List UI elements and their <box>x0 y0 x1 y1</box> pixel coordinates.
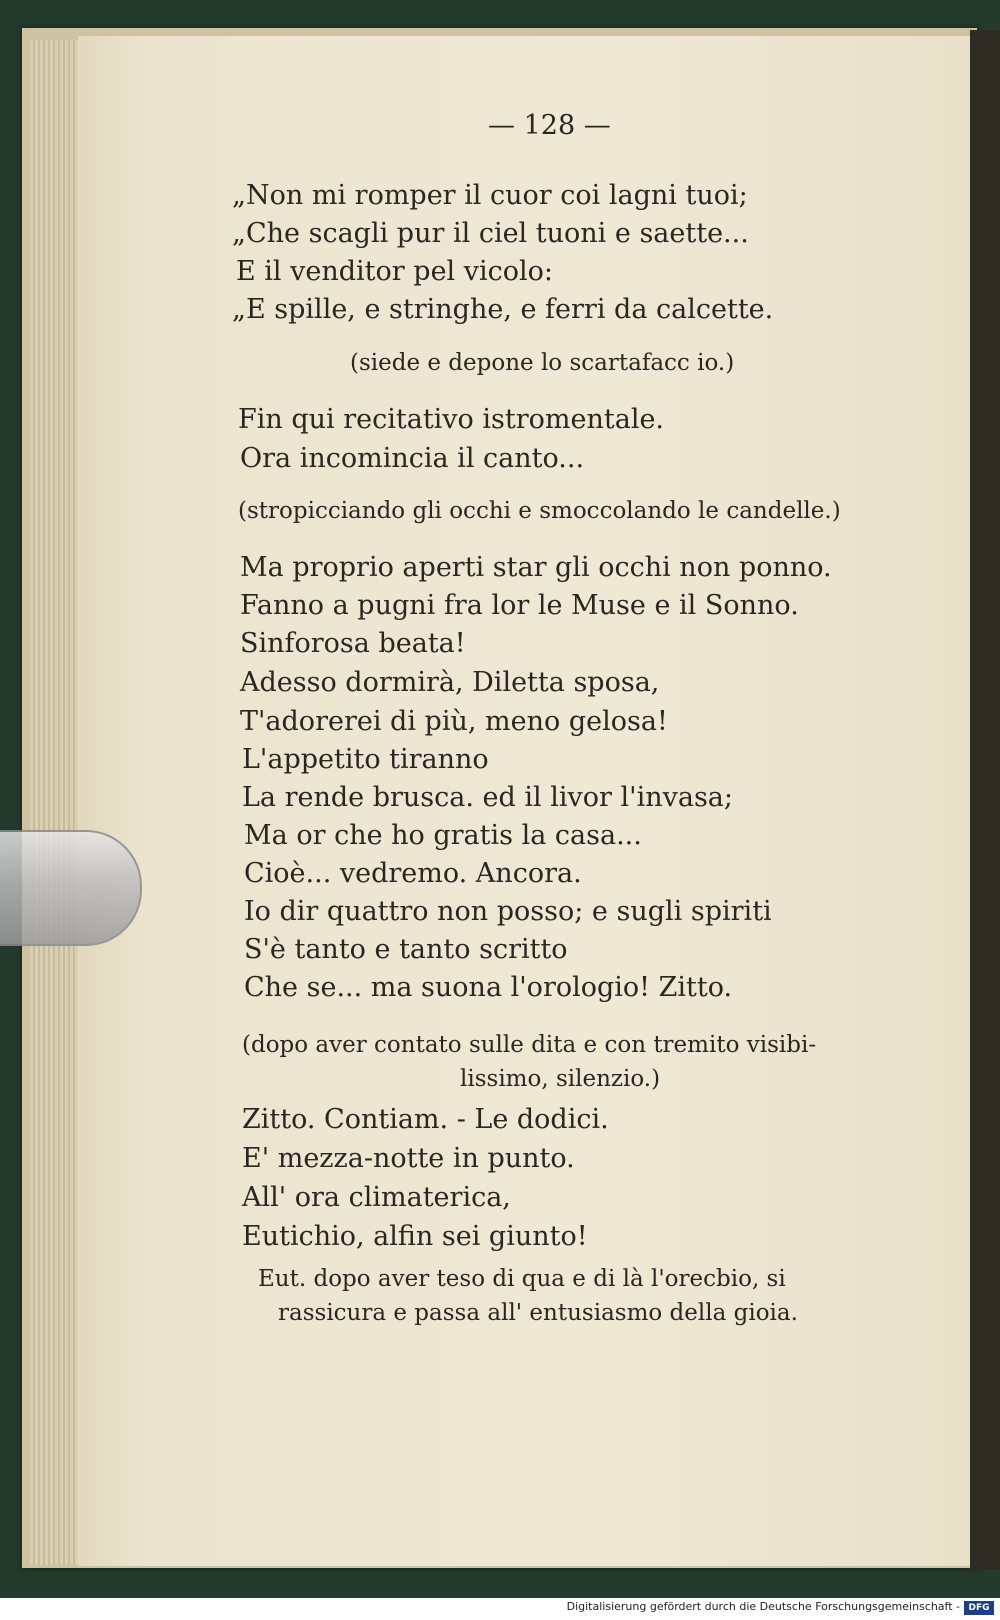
verse-line: „Che scagli pur il ciel tuoni e saette... <box>232 218 749 249</box>
verse-line: Sinforosa beata! <box>240 628 466 659</box>
stage-direction: Eut. dopo aver teso di qua e di là l'orecbio, si <box>258 1266 786 1292</box>
verse-line: Ma or che ho gratis la casa... <box>244 820 642 851</box>
verse-line: Ora incomincia il canto... <box>240 443 585 474</box>
verse-line: S'è tanto e tanto scritto <box>244 934 568 965</box>
footer-credit: Digitalisierung gefördert durch die Deutsche Forschungsgemeinschaft - <box>566 1600 960 1613</box>
verse-line: Fin qui recitativo istromentale. <box>238 404 665 435</box>
page-clip <box>0 830 142 946</box>
verse-line: Che se... ma suona l'orologio! Zitto. <box>244 972 733 1003</box>
verse-line: T'adorerei di più, meno gelosa! <box>240 706 668 737</box>
verse-line: La rende brusca. ed il livor l'invasa; <box>242 782 733 813</box>
stage-direction: (stropicciando gli occhi e smoccolando le candelle.) <box>238 498 841 524</box>
verse-line: L'appetito tiranno <box>242 744 489 775</box>
stage-direction: rassicura e passa all' entusiasmo della gioia. <box>278 1300 798 1326</box>
stage-direction: (siede e depone lo scartafacc io.) <box>350 350 735 376</box>
dfg-logo: DFG <box>964 1601 994 1615</box>
verse-line: Cioè... vedremo. Ancora. <box>244 858 582 889</box>
verse-line: E il venditor pel vicolo: <box>236 256 554 287</box>
verse-line: All' ora climaterica, <box>242 1182 511 1213</box>
verse-line: „E spille, e stringhe, e ferri da calcette. <box>232 294 774 325</box>
verse-line: Io dir quattro non posso; e sugli spiriti <box>244 896 772 927</box>
stage-direction: lissimo, silenzio.) <box>460 1066 661 1092</box>
page-stack-edges <box>30 40 82 1565</box>
verse-line: „Non mi romper il cuor coi lagni tuoi; <box>232 180 748 211</box>
verse-line: Eutichio, alfin sei giunto! <box>242 1221 588 1252</box>
binding-shadow <box>970 30 1000 1570</box>
verse-line: Ma proprio aperti star gli occhi non ponno. <box>240 552 832 583</box>
verse-line: Fanno a pugni fra lor le Muse e il Sonno. <box>240 590 799 621</box>
verse-line: E' mezza-notte in punto. <box>242 1143 575 1174</box>
stage-direction: (dopo aver contato sulle dita e con tremito visibi- <box>242 1032 817 1058</box>
verse-line: Adesso dormirà, Diletta sposa, <box>240 667 660 698</box>
page-number: — 128 — <box>488 110 611 141</box>
verse-line: Zitto. Contiam. - Le dodici. <box>242 1104 609 1135</box>
footer-bar <box>0 1598 1000 1620</box>
